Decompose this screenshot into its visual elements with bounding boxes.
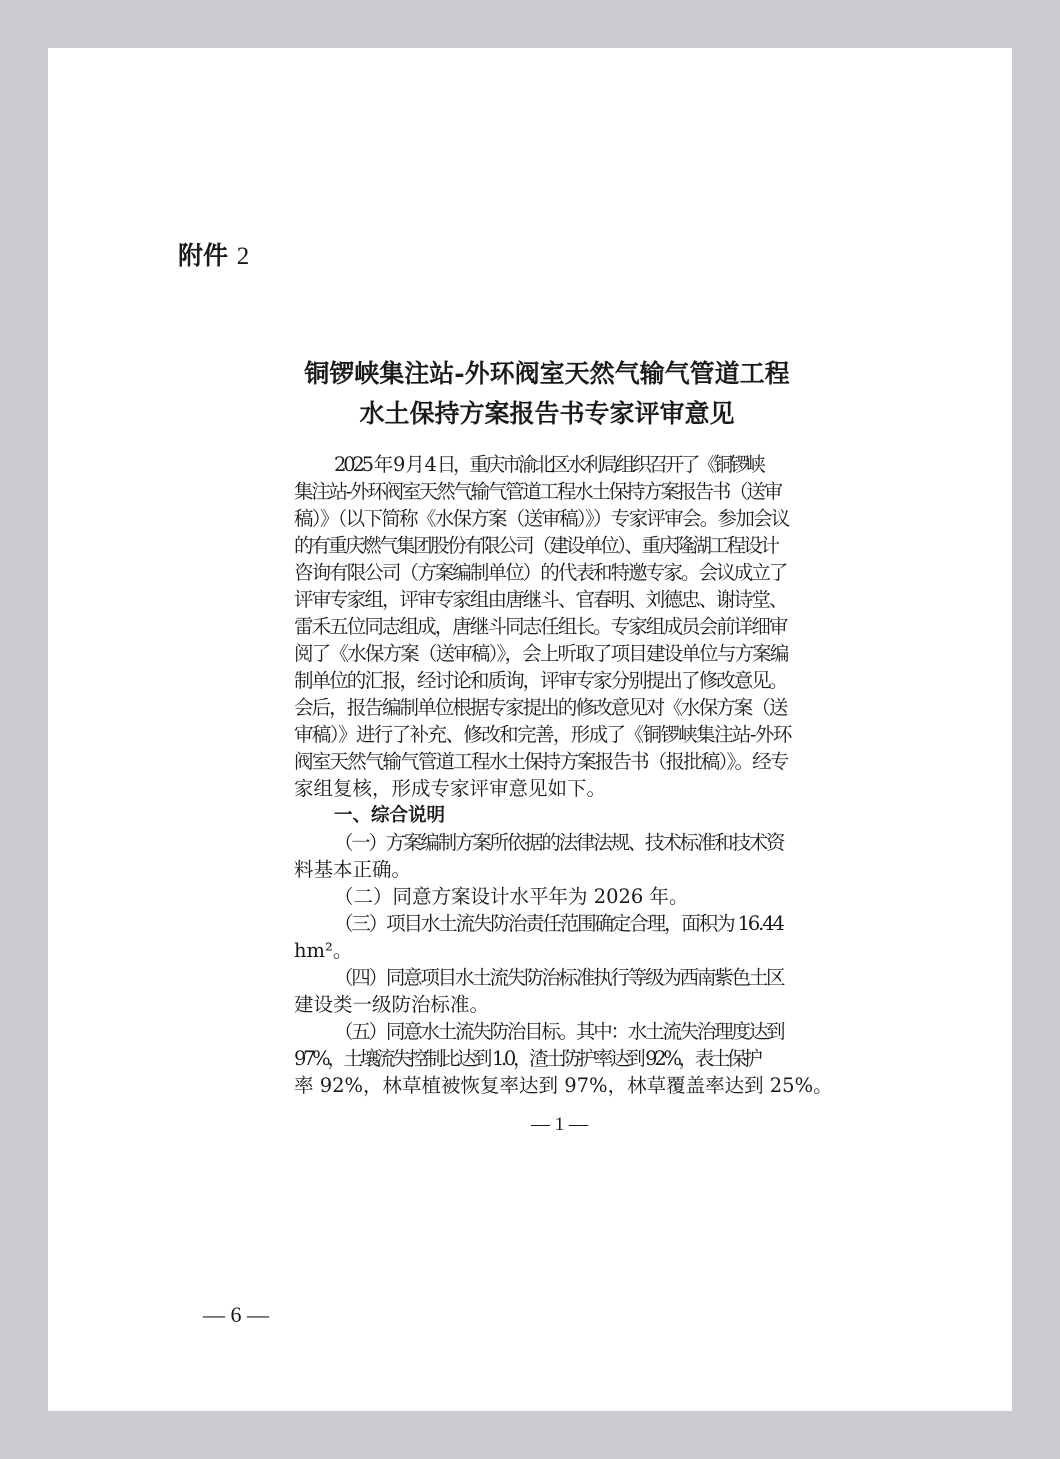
section-one [294, 802, 833, 1099]
item-line: hm²。 [294, 939, 353, 962]
intro-line: 制单位的汇报，经讨论和质询，评审专家分别提出了修改意见。 [294, 669, 787, 692]
intro-line: 阅了《水保方案（送审稿）》，会上听取了项目建设单位与方案编 [294, 642, 788, 665]
section-heading: 一、综合说明 [334, 805, 446, 826]
intro-line: 稿）》（以下简称《水保方案（送审稿）》）专家评审会。参加会议 [294, 507, 789, 530]
inner-page-number: — 1 — [531, 1114, 588, 1135]
intro-line: 会后，报告编制单位根据专家提出的修改意见对《水保方案（送 [294, 696, 787, 719]
intro-line: 家组复核，形成专家评审意见如下。 [294, 777, 607, 800]
intro-line: 的有重庆燃气集团股份有限公司（建设单位）、重庆隆湖工程设计 [294, 534, 778, 557]
item-line: （一）方案编制方案所依据的法律法规、技术标准和技术资 [334, 831, 784, 854]
item-line: （五）同意水土流失防治目标。其中：水土流失治理度达到 [334, 1020, 784, 1043]
intro-line: 阀室天然气输气管道工程水土保持方案报告书（报批稿）》。经专 [294, 750, 788, 773]
intro-paragraph [294, 451, 800, 802]
item-line: （二）同意方案设计水平年为 2026 年。 [334, 885, 689, 908]
attachment-label [178, 236, 249, 272]
outer-page-number: — 6 — [203, 1302, 269, 1327]
attachment-text: 附件 [178, 241, 229, 270]
item-line: 建设类一级防治标准。 [294, 993, 490, 1016]
document-title-line-1: 铜锣峡集注站-外环阀室天然气输气管道工程 [304, 359, 790, 388]
intro-line: 评审专家组，评审专家组由唐继斗、官春明、刘德忠、谢诗堂、 [294, 588, 787, 611]
intro-line: 雷禾五位同志组成，唐继斗同志任组长。专家组成员会前详细审 [294, 615, 787, 638]
document-title-line-2: 水土保持方案报告书专家评审意见 [359, 399, 735, 428]
item-line: 料基本正确。 [294, 858, 412, 881]
intro-line: 审稿）》进行了补充、修改和完善，形成了《铜锣峡集注站-外环 [294, 723, 791, 746]
intro-line: 集注站-外环阀室天然气输气管道工程水土保持方案报告书（送审 [294, 480, 781, 503]
intro-line: 2025 年 9 月 4 日，重庆市渝北区水利局组织召开了《铜锣峡 [334, 453, 763, 476]
intro-line: 咨询有限公司（方案编制单位）的代表和特邀专家。会议成立了 [294, 561, 787, 584]
item-line: 97%，土壤流失控制比达到 1.0，渣土防护率达到 92%，表土保护 [294, 1047, 760, 1070]
item-line: 率 92%，林草植被恢复率达到 97%，林草覆盖率达到 25%。 [294, 1074, 833, 1097]
item-line: （三）项目水土流失防治责任范围确定合理，面积为 16.44 [334, 912, 783, 935]
item-line: （四）同意项目水土流失防治标准执行等级为西南紫色土区 [334, 966, 784, 989]
attachment-number: 2 [236, 243, 250, 270]
